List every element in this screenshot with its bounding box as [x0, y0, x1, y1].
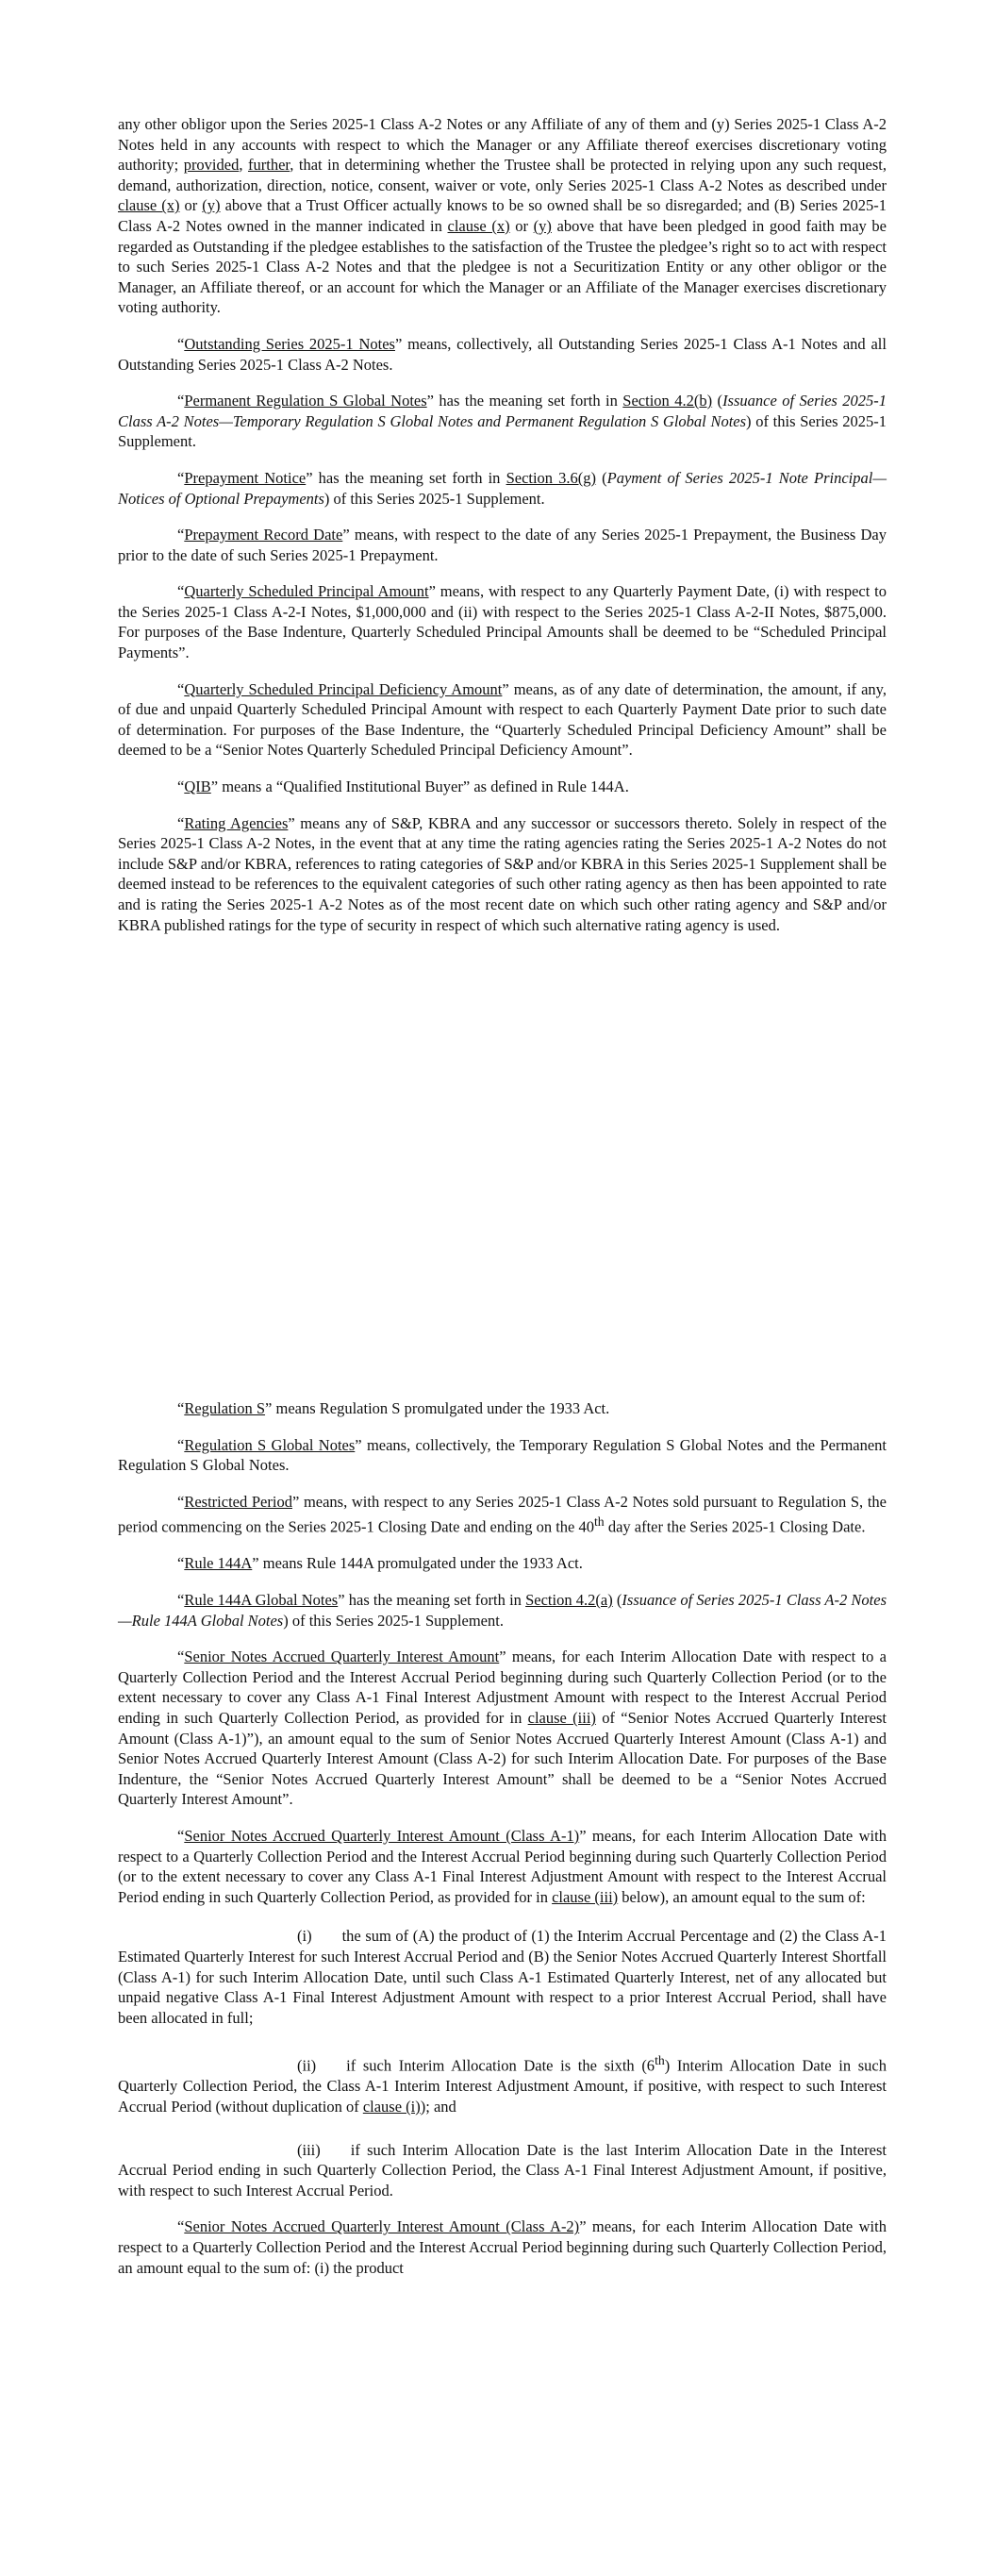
clause-ii: (ii) if such Interim Allocation Date is the sixth (6th) Interim Allocation Date in such Quarterly Collection Period, the Class A-1 Interim Interest Adjustment Amount, if positive, with respect to such Interest Accrual Period (without duplication of clause (i)); and	[118, 2053, 887, 2116]
defined-term: Rule 144A	[184, 1554, 253, 1573]
clause-x-ref: clause (x)	[447, 216, 510, 235]
defined-term: QIB	[184, 778, 211, 796]
defined-term: Regulation S Global Notes	[184, 1435, 356, 1454]
further-term: further	[248, 156, 290, 175]
defined-term: Rule 144A Global Notes	[184, 1591, 339, 1610]
clause-y-ref: (y)	[202, 196, 221, 215]
defined-term: Outstanding Series 2025-1 Notes	[184, 334, 395, 353]
defined-term: Rating Agencies	[184, 813, 289, 832]
defined-term: Senior Notes Accrued Quarterly Interest Amount	[184, 1648, 500, 1666]
defined-term: Quarterly Scheduled Principal Deficiency Amount	[184, 679, 503, 698]
defined-term: Regulation S	[184, 1399, 266, 1417]
defined-term: Senior Notes Accrued Quarterly Interest Amount (Class A-1)	[184, 1827, 580, 1845]
definition-prepayment-notice: “Prepayment Notice” has the meaning set forth in Section 3.6(g) (Payment of Series 2025-1 Note Principal—Notices of Optional Prepayments) of this Series 2025-1 Supplement.	[118, 468, 887, 508]
clause-number: (ii)	[297, 2056, 317, 2075]
definition-outstanding-notes: “Outstanding Series 2025-1 Notes” means, collectively, all Outstanding Series 2025-1 Class A-1 Notes and all Outstanding Series 2025-1 Class A-2 Notes.	[118, 334, 887, 374]
definition-prepayment-record-date: “Prepayment Record Date” means, with respect to the date of any Series 2025-1 Prepayment, the Business Day prior to the date of such Series 2025-1 Prepayment.	[118, 526, 887, 564]
clause-iii: (iii) if such Interim Allocation Date is the last Interim Allocation Date in the Interest Accrual Period ending in such Quarterly Collection Period, the Class A-1 Final Interest Adjustment Amount, if positive, with respect to such Interest Accrual Period.	[118, 2140, 887, 2200]
defined-term: Senior Notes Accrued Quarterly Interest Amount (Class A-2)	[184, 2217, 580, 2236]
definition-restricted-period: “Restricted Period” means, with respect to any Series 2025-1 Class A-2 Notes sold pursuant to Regulation S, the period commencing on the Series 2025-1 Closing Date and ending on the 40th day after the Series 2025-1 Closing Date.	[118, 1492, 887, 1536]
definition-rule-144a: “Rule 144A” means Rule 144A promulgated under the 1933 Act.	[177, 1554, 583, 1573]
section-ref: Section 4.2(b)	[622, 392, 713, 410]
definition-regulation-s: “Regulation S” means Regulation S promulgated under the 1933 Act.	[177, 1399, 610, 1417]
clause-y-ref: (y)	[533, 216, 552, 235]
defined-term: Restricted Period	[184, 1492, 292, 1511]
definition-quarterly-scheduled-principal-deficiency: “Quarterly Scheduled Principal Deficiency Amount” means, as of any date of determination, the amount, if any, of due and unpaid Quarterly Scheduled Principal Amount with respect to each Quarterly Payment Date prior to such date of determination. For purposes of the Base Indenture, the “Quarterly Scheduled Principal Deficiency Amount” shall be deemed to be a “Senior Notes Quarterly Scheduled Principal Deficiency Amount”.	[118, 679, 887, 760]
definition-regulation-s-global-notes: “Regulation S Global Notes” means, collectively, the Temporary Regulation S Global Notes and the Permanent Regulation S Global Notes.	[118, 1435, 887, 1475]
definition-rating-agencies: “Rating Agencies” means any of S&P, KBRA and any successor or successors thereto. Solely in respect of the Series 2025-1 Class A-2 Notes, in the event that at any time the rating agencies rating the Series 2025-1 A-2 Notes do not include S&P and/or KBRA, references to rating categories of S&P and/or KBRA in this Series 2025-1 Supplement shall be deemed instead to be references to the equivalent categories of such other rating agency as then has been appointed to rate and is rating the Series 2025-1 A-2 Notes as of the most recent date on which such other rating agency and S&P and/or KBRA published ratings for the type of security in respect of which such alternative rating agency is used.	[118, 813, 887, 934]
definition-qib: “QIB” means a “Qualified Institutional Buyer” as defined in Rule 144A.	[177, 778, 629, 796]
defined-term: Quarterly Scheduled Principal Amount	[184, 582, 429, 601]
ordinal-superscript: th	[593, 1514, 605, 1530]
section-ref: Section 4.2(a)	[525, 1591, 613, 1610]
definition-rule-144a-global-notes: “Rule 144A Global Notes” has the meaning set forth in Section 4.2(a) (Issuance of Series 2025-1 Class A-2 Notes—Rule 144A Global Notes) of this Series 2025-1 Supplement.	[118, 1591, 887, 1630]
defined-term: Permanent Regulation S Global Notes	[184, 392, 427, 410]
definition-senior-notes-accrued-quarterly-interest-a1: “Senior Notes Accrued Quarterly Interest Amount (Class A-1)” means, for each Interim Allocation Date with respect to a Quarterly Collection Period and the Interest Accrual Period beginning during such Quarterly Collection Period (or to the extent necessary to cover any Class A-1 Final Interest Adjustment Amount with respect to the Interest Accrual Period ending in such Quarterly Collection Period, as provided for in clause (iii) below), an amount equal to the sum of:	[118, 1827, 887, 1906]
section-caption: Issuance of Series 2025-1 Class A-2 Notes—Temporary Regulation S Global Notes and Permanent Regulation S Global Notes	[118, 392, 887, 430]
provided-term: provided	[183, 156, 240, 175]
section-caption: Issuance of Series 2025-1 Class A-2 Notes—Rule 144A Global Notes	[118, 1591, 887, 1630]
clause-number: (i)	[297, 1927, 312, 1946]
section-caption: Payment of Series 2025-1 Note Principal—Notices of Optional Prepayments	[118, 468, 887, 508]
clause-number: (iii)	[297, 2140, 321, 2159]
defined-term: Prepayment Notice	[184, 468, 307, 487]
clause-ref: clause (i)	[362, 2098, 421, 2116]
section-ref: Section 3.6(g)	[506, 468, 597, 487]
definition-quarterly-scheduled-principal-amount: “Quarterly Scheduled Principal Amount” means, with respect to any Quarterly Payment Date, (i) with respect to the Series 2025-1 Class A-2-I Notes, $1,000,000 and (ii) with respect to the Series 2025-1 Class A-2-II Notes, $875,000. For purposes of the Base Indenture, Quarterly Scheduled Principal Amounts shall be deemed to be “Scheduled Principal Payments”.	[118, 582, 887, 662]
clause-x-ref: clause (x)	[118, 196, 180, 215]
definition-permanent-reg-s: “Permanent Regulation S Global Notes” has the meaning set forth in Section 4.2(b) (Issuance of Series 2025-1 Class A-2 Notes—Temporary Regulation S Global Notes and Permanent Regulation S Global Notes) of this Series 2025-1 Supplement.	[118, 392, 887, 451]
clause-i: (i) the sum of (A) the product of (1) the Interim Accrual Percentage and (2) the Class A-1 Estimated Quarterly Interest for such Interest Accrual Period and (B) the Senior Notes Accrued Quarterly Interest Shortfall (Class A-1) for such Interim Allocation Date, until such Class A-1 Estimated Quarterly Interest, net of any allocated but unpaid negative Class A-1 Final Interest Adjustment Amount with respect to a prior Interest Accrual Period, shall have been allocated in full;	[118, 1927, 887, 2027]
definitions-top	[118, 114, 887, 935]
definitions-bottom	[118, 1398, 887, 2278]
ordinal-superscript: th	[655, 2053, 665, 2068]
intro-paragraph: any other obligor upon the Series 2025-1 Class A-2 Notes or any Affiliate of any of them and (y) Series 2025-1 Class A-2 Notes held in any accounts with respect to which the Manager or any Affiliate thereof exercises discretionary voting authority; provided, further, that in determining whether the Trustee shall be protected in relying upon any such request, demand, authorization, direction, notice, consent, waiver or vote, only Series 2025-1 Class A-2 Notes as described under clause (x) or (y) above that a Trust Officer actually knows to be so owned shall be so disregarded; and (B) Series 2025-1 Class A-2 Notes owned in the manner indicated in clause (x) or (y) above that have been pledged in good faith may be regarded as Outstanding if the pledgee establishes to the satisfaction of the Trustee the pledgee’s right so to act with respect to such Series 2025-1 Class A-2 Notes and that the pledgee is not a Securitization Entity or any other obligor or the Manager, an Affiliate thereof, or an account for which the Manager or an Affiliate of the Manager exercises discretionary voting authority.	[118, 115, 887, 317]
definition-senior-notes-accrued-quarterly-interest: “Senior Notes Accrued Quarterly Interest Amount” means, for each Interim Allocation Date with respect to a Quarterly Collection Period and the Interest Accrual Period beginning during such Quarterly Collection Period (or to the extent necessary to cover any Class A-1 Final Interest Adjustment Amount with respect to the Interest Accrual Period ending in such Quarterly Collection Period, as provided for in clause (iii) of “Senior Notes Accrued Quarterly Interest Amount (Class A-1)”), an amount equal to the sum of Senior Notes Accrued Quarterly Interest Amount (Class A-1) and Senior Notes Accrued Quarterly Interest Amount (Class A-2) for such Interim Allocation Date. For purposes of the Base Indenture, the “Senior Notes Accrued Quarterly Interest Amount” shall be deemed to be a “Senior Notes Accrued Quarterly Interest Amount”.	[118, 1648, 887, 1809]
clause-ref: clause (iii)	[552, 1887, 619, 1906]
defined-term: Prepayment Record Date	[184, 526, 343, 544]
clause-ref: clause (iii)	[527, 1709, 596, 1728]
definition-senior-notes-accrued-quarterly-interest-a2: “Senior Notes Accrued Quarterly Interest Amount (Class A-2)” means, for each Interim Allocation Date with respect to a Quarterly Collection Period and the Interest Accrual Period beginning during such Quarterly Collection Period, an amount equal to the sum of: (i) the product	[118, 2217, 887, 2277]
